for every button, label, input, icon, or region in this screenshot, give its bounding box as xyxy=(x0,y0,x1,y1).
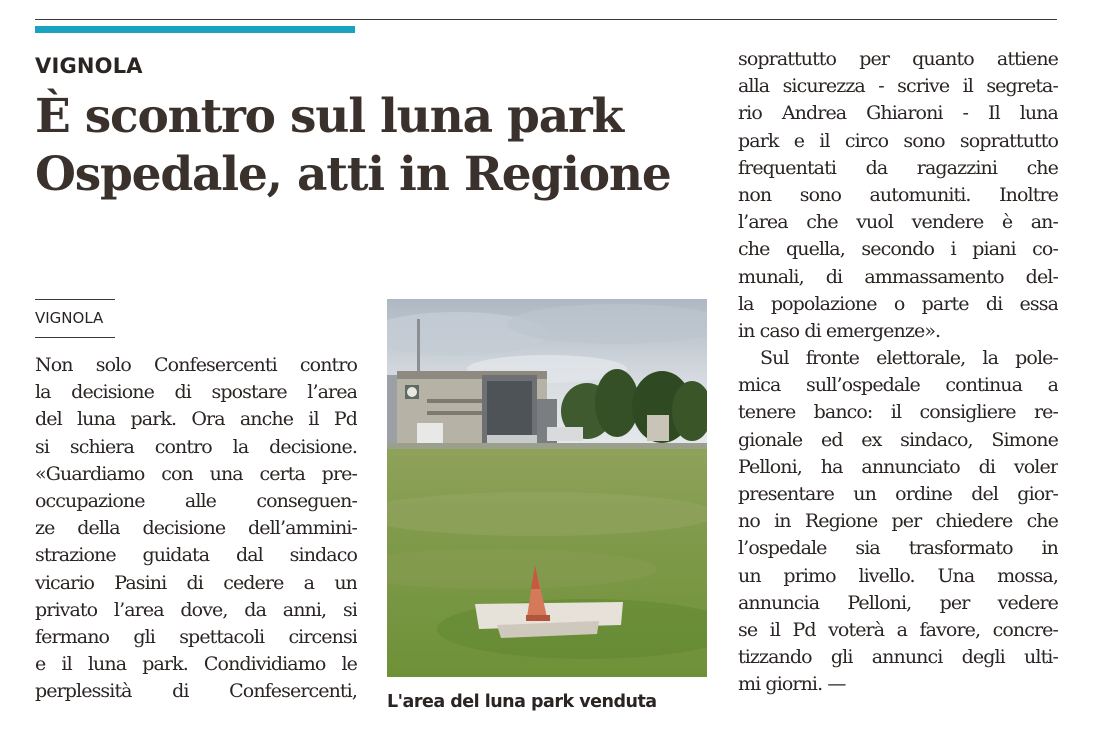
text-line: ze della decisione dell’ammini- xyxy=(35,517,357,540)
byline: VIGNOLA xyxy=(35,309,104,327)
byline-rule-bottom xyxy=(35,337,115,338)
text-line: frequentati da ragazzini che xyxy=(738,156,1058,179)
headline-line: È scontro sul luna park xyxy=(35,89,623,144)
luna-park-area-photo xyxy=(387,299,707,677)
text-line: presentare un ordine del gior- xyxy=(738,483,1058,505)
byline-rule-top xyxy=(35,299,115,300)
text-line: strazione guidata dal sindaco xyxy=(35,544,357,567)
text-line: vicario Pasini di cedere a un xyxy=(35,571,357,594)
text-line: Non solo Confesercenti contro xyxy=(35,354,357,376)
text-line: che quella, secondo i piani co- xyxy=(738,238,1058,261)
text-line: tenere banco: il consigliere re- xyxy=(738,401,1058,424)
text-line: un primo livello. Una mossa, xyxy=(738,564,1058,587)
text-line: occupazione alle conseguen- xyxy=(35,489,357,512)
section-kicker: VIGNOLA xyxy=(35,54,143,78)
article-column-left xyxy=(35,352,357,705)
text-line: l’area che vuol vendere è an- xyxy=(738,211,1058,234)
text-line: l’ospedale sia trasformato in xyxy=(738,537,1058,560)
text-line: annuncia Pelloni, per vedere xyxy=(738,591,1058,614)
headline-line: Ospedale, atti in Regione xyxy=(35,147,671,202)
text-line: rio Andrea Ghiaroni - Il luna xyxy=(738,102,1058,125)
text-line: soprattutto per quanto attiene xyxy=(738,48,1058,70)
text-line: Sul fronte elettorale, la pole- xyxy=(760,347,1058,370)
headline xyxy=(35,88,725,204)
text-line: tizzando gli annunci degli ulti- xyxy=(738,646,1058,669)
section-accent-bar xyxy=(35,26,355,33)
text-line: privato l’area dove, da anni, si xyxy=(35,598,357,621)
text-line: park e il circo sono soprattutto xyxy=(738,129,1058,152)
text-line: si schiera contro la decisione. xyxy=(35,435,357,458)
text-line: se il Pd voterà a favore, concre- xyxy=(738,618,1058,641)
text-line: non sono automuniti. Inoltre xyxy=(738,183,1058,206)
text-line: e il luna park. Condividiamo le xyxy=(35,653,357,676)
text-line: del luna park. Ora anche il Pd xyxy=(35,408,357,431)
text-line: gionale ed ex sindaco, Simone xyxy=(738,428,1058,451)
text-line: no in Regione per chiedere che xyxy=(738,510,1058,533)
text-line: mica sull’ospedale continua a xyxy=(738,374,1058,397)
text-line: perplessità di Confesercenti, xyxy=(35,680,357,703)
text-line: mi giorni. — xyxy=(738,673,846,696)
text-line: la popolazione o parte di essa xyxy=(738,292,1058,315)
text-line: «Guardiamo con una certa pre- xyxy=(35,462,357,485)
text-line: munali, di ammassamento del- xyxy=(738,265,1058,288)
text-line: Pelloni, ha annunciato di voler xyxy=(738,455,1058,478)
top-rule xyxy=(35,19,1057,20)
text-line: alla sicurezza - scrive il segreta- xyxy=(738,75,1058,98)
text-line: la decisione di spostare l’area xyxy=(35,381,357,404)
text-line: in caso di emergenze». xyxy=(738,319,941,342)
text-line: fermano gli spettacoli circensi xyxy=(35,625,357,648)
article-column-right xyxy=(738,46,1058,699)
photo-caption: L'area del luna park venduta xyxy=(387,692,657,712)
article-photo xyxy=(387,299,707,677)
